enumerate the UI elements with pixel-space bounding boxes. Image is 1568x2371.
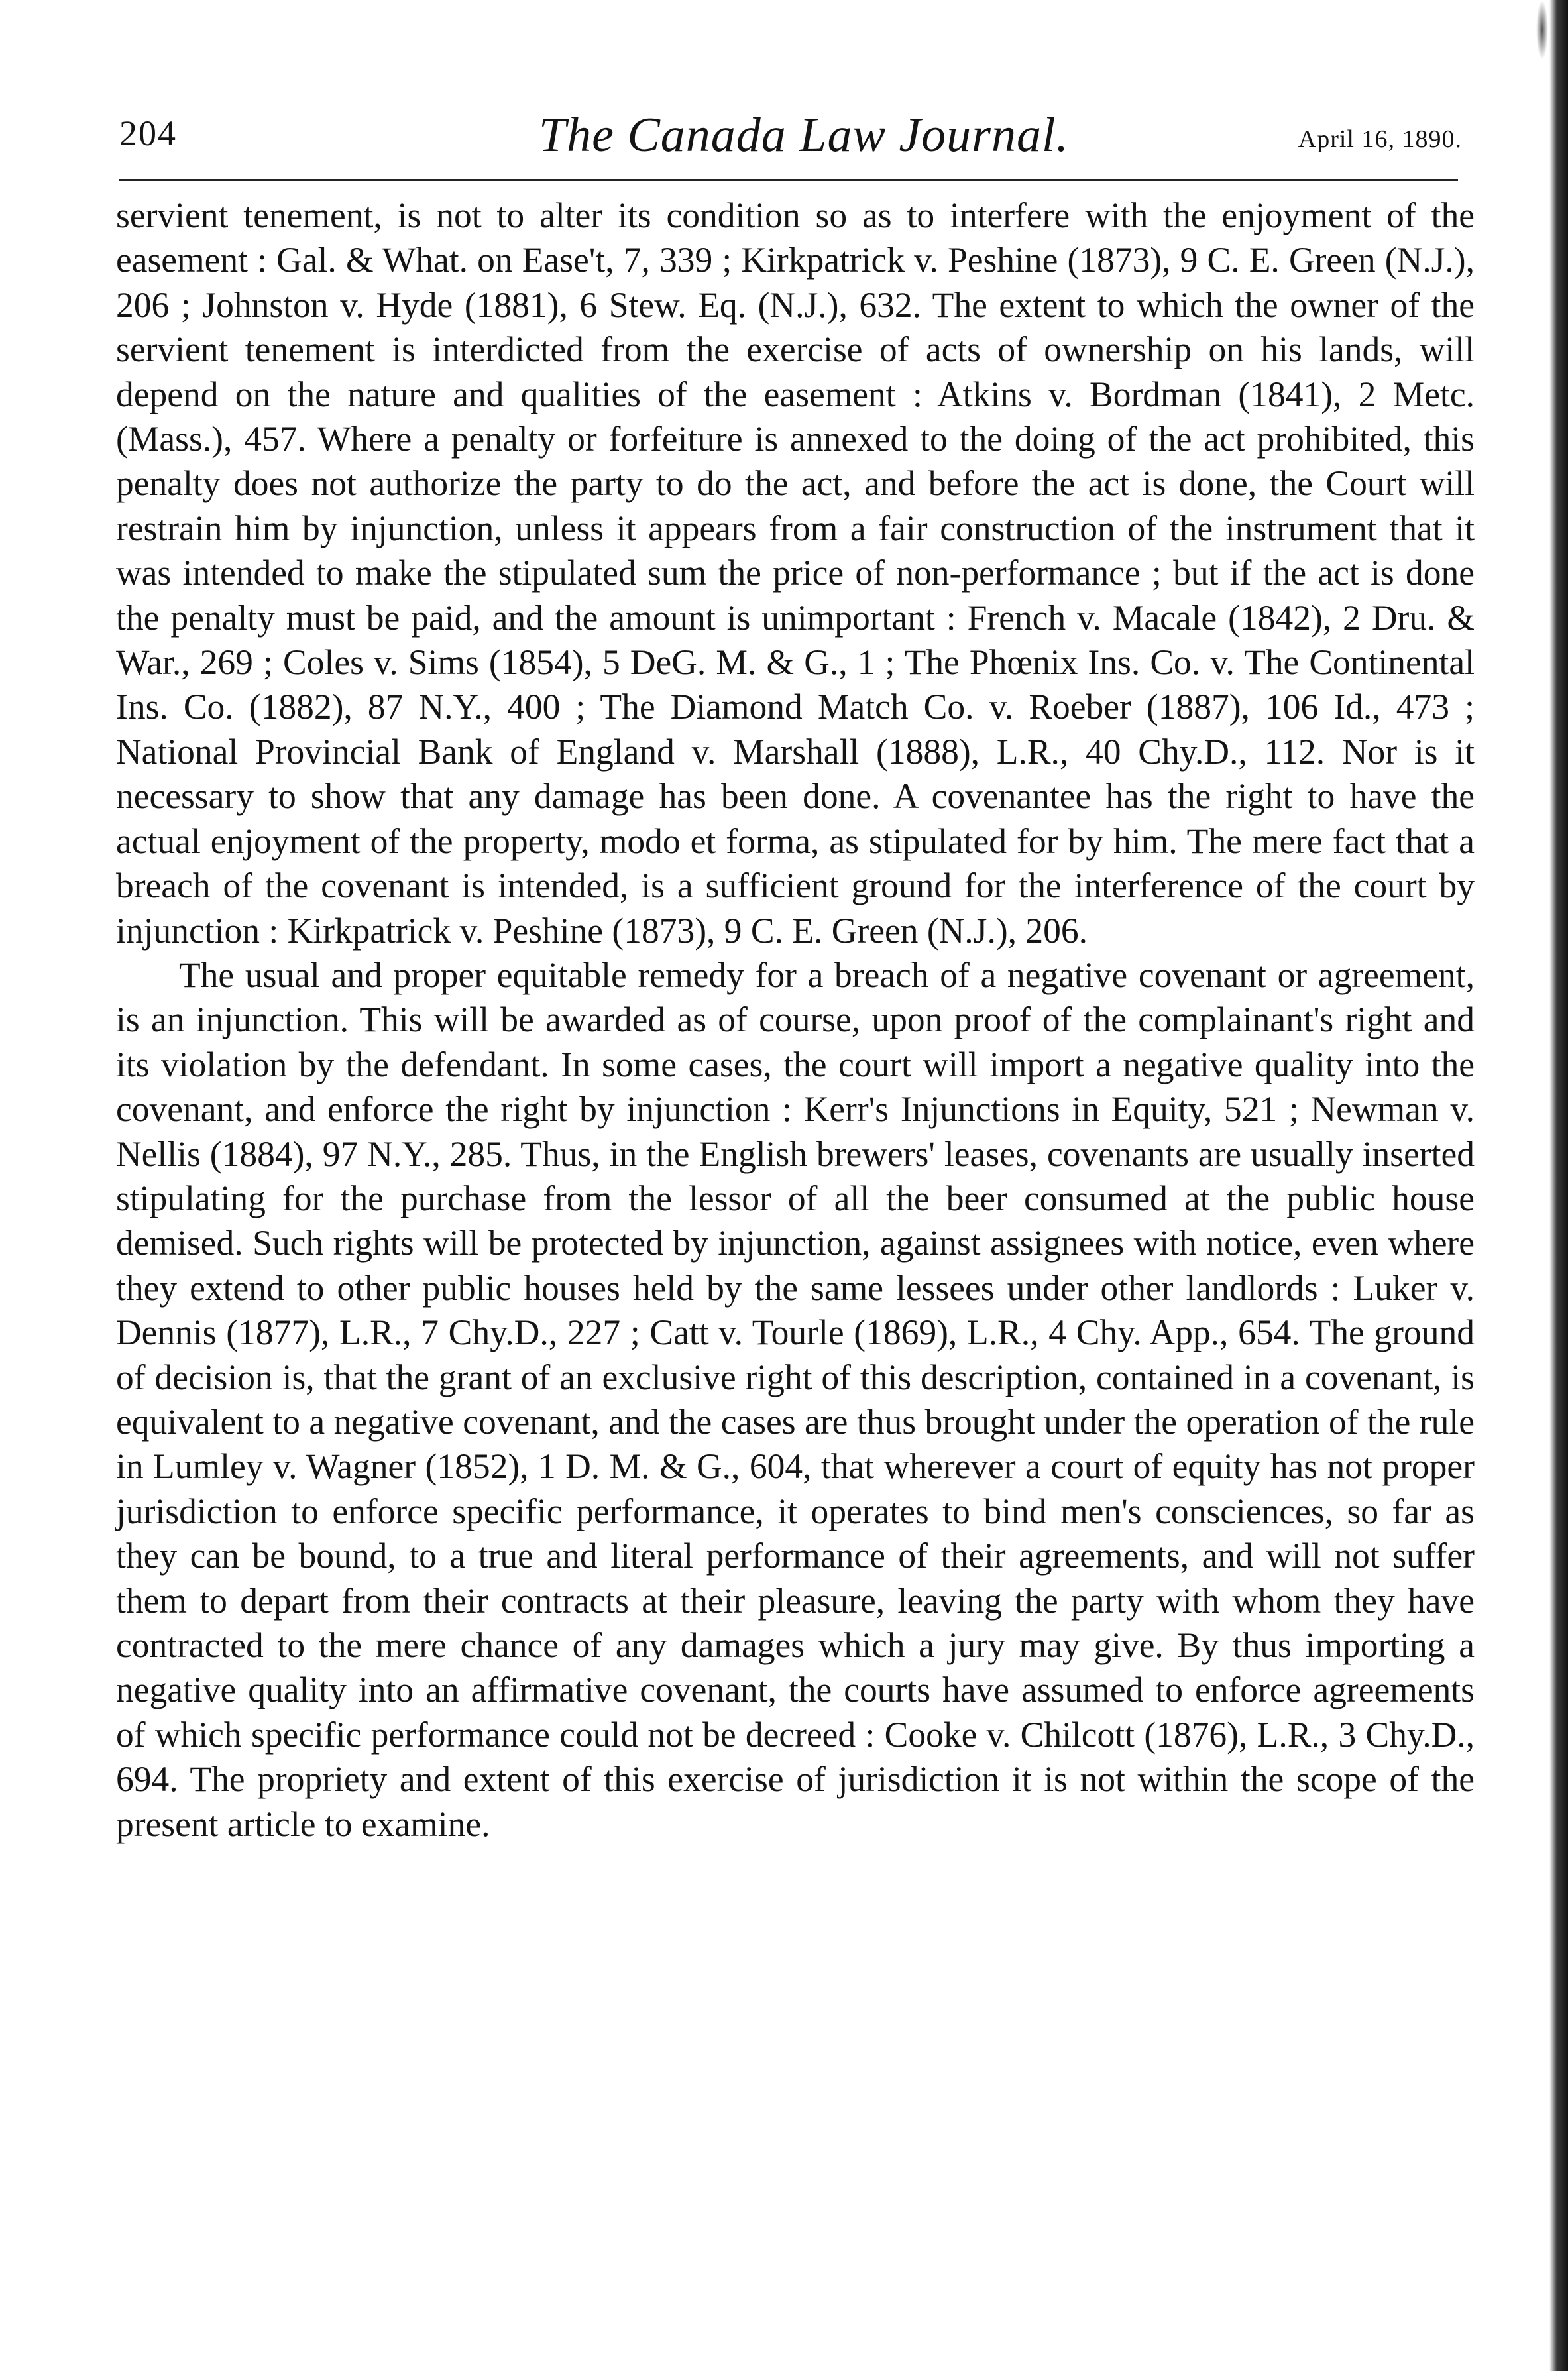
scan-mark bbox=[1536, 0, 1548, 60]
page-binding-edge bbox=[1549, 0, 1568, 2371]
page-number: 204 bbox=[119, 113, 177, 153]
journal-title: The Canada Law Journal. bbox=[538, 108, 1070, 162]
header-rule bbox=[119, 179, 1458, 181]
article-body bbox=[116, 194, 1475, 1847]
paragraph-2: The usual and proper equitable remedy for a breach of a negative covenant or agreement, is an injunction. This will be awarded as of course, upon proof of the complainant's right and its violation by the defendant. In some cases, the court will import a negative quality into the covenant, and enforce the right by injunction : Kerr's Injunctions in Equity, 521 ; Newman v. Nellis (1884), 97 N.Y., 285. Thus, in the English brewers' leases, covenants are usually inserted stipulating for the purchase from the lessor of all the beer consumed at the public house demised. Such rights will be protected by injunction, against assignees with notice, even where they extend to other public houses held by the same lessees under other landlords : Luker v. Dennis (1877), L.R., 7 Chy.D., 227 ; Catt v. Tourle (1869), L.R., 4 Chy. App., 654. The ground of decision is, that the grant of an exclusive right of this description, contained in a covenant, is equivalent to a negative covenant, and the cases are thus brought under the operation of the rule in Lumley v. Wagner (1852), 1 D. M. & G., 604, that wherever a court of equity has not proper jurisdiction to enforce specific performance, it operates to bind men's consciences, so far as they can be bound, to a true and literal performance of their agreements, and will not suffer them to depart from their contracts at their pleasure, leaving the party with whom they have contracted to the mere chance of any damages which a jury may give. By thus importing a negative quality into an affirmative covenant, the courts have assumed to enforce agreements of which specific performance could not be decreed : Cooke v. Chilcott (1876), L.R., 3 Chy.D., 694. The propriety and extent of this exercise of jurisdiction it is not within the scope of the present article to examine. bbox=[116, 954, 1475, 1844]
page-header bbox=[119, 99, 1488, 172]
issue-date: April 16, 1890. bbox=[1298, 125, 1462, 153]
paragraph-1: servient tenement, is not to alter its condition so as to interfere with the enjoyment of the easement : Gal. & What. on Ease't, 7, 339 ; Kirkpatrick v. Peshine (1873), 9 C. E. Green (N.J.), 206 ; Johnston v. Hyde (1881), 6 Stew. Eq. (N.J.), 632. The extent to which the owner of the servient tenement is interdicted from the exercise of acts of ownership on his lands, will depend on the nature and qualities of the easement : Atkins v. Bordman (1841), 2 Metc. (Mass.), 457. Where a penalty or forfeiture is annexed to the doing of the act prohibited, this penalty does not authorize the party to do the act, and before the act is done, the Court will restrain him by injunction, unless it appears from a fair construction of the instrument that it was intended to make the stipulated sum the price of non-performance ; but if the act is done the penalty must be paid, and the amount is unimportant : French v. Macale (1842), 2 Dru. & War., 269 ; Coles v. Sims (1854), 5 DeG. M. & G., 1 ; The Phœnix Ins. Co. v. The Continental Ins. Co. (1882), 87 N.Y., 400 ; The Diamond Match Co. v. Roeber (1887), 106 Id., 473 ; National Provincial Bank of England v. Marshall (1888), L.R., 40 Chy.D., 112. Nor is it necessary to show that any damage has been done. A covenantee has the right to have the actual enjoyment of the property, modo et forma, as stipulated for by him. The mere fact that a breach of the covenant is intended, is a sufficient ground for the interference of the court by injunction : Kirkpatrick v. Peshine (1873), 9 C. E. Green (N.J.), 206. bbox=[116, 196, 1475, 951]
